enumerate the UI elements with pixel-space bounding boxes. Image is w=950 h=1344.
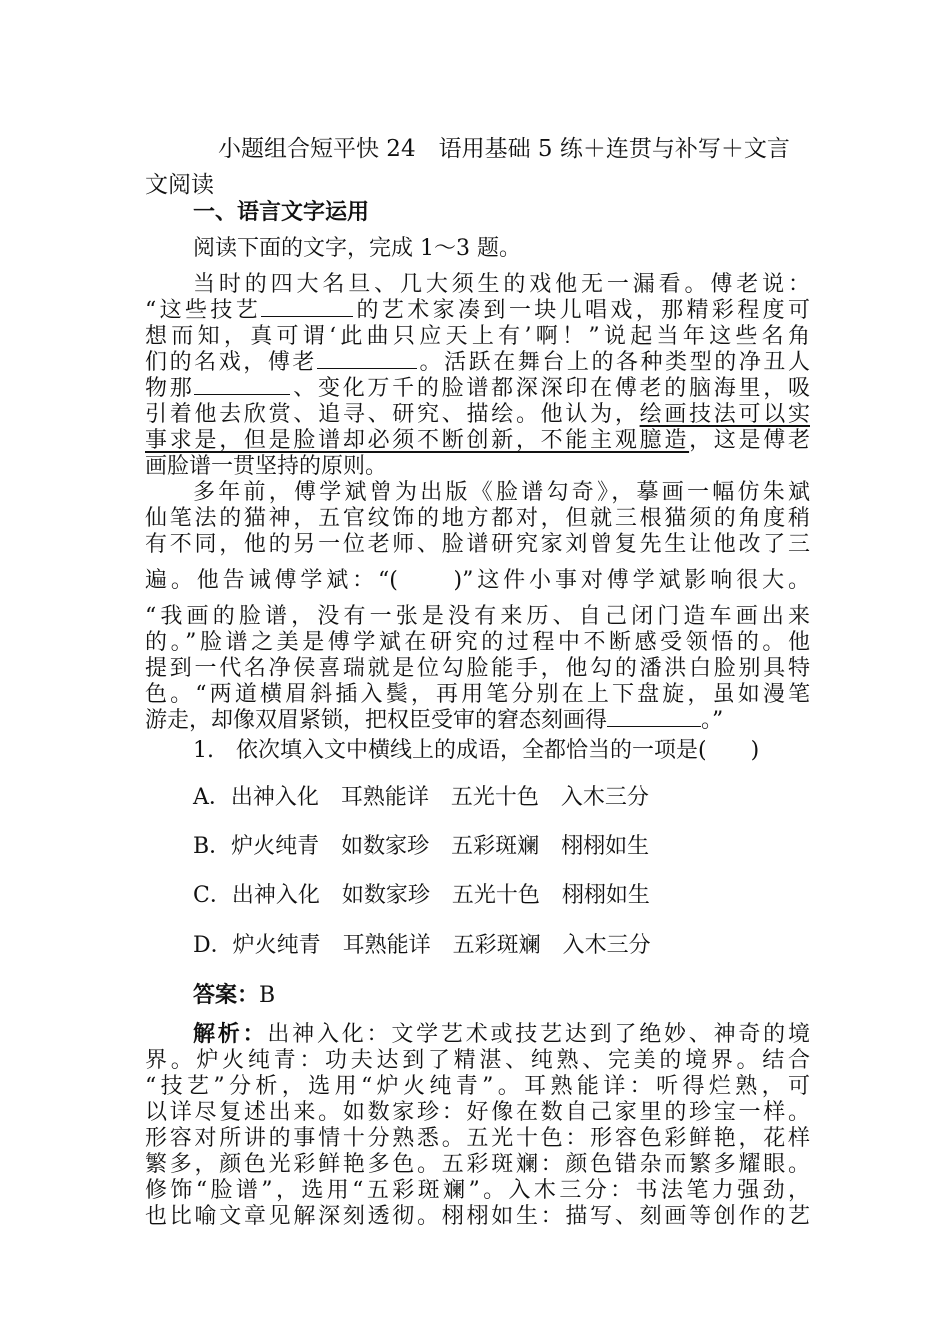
passage-line: 仙笔法的猫神，五官纹饰的地方都对，但就三根猫须的角度稍 (145, 506, 810, 531)
explanation-label: 解析： (193, 1022, 268, 1047)
passage-line (145, 350, 810, 376)
answer-line (193, 982, 275, 1010)
instruction-text: 阅读下面的文字，完成 1～3 题。 (193, 236, 521, 261)
fill-blank-1 (261, 298, 353, 317)
option-text: 出神入化 耳熟能详 五光十色 入木三分 (230, 785, 649, 810)
passage-line: 的。”脸谱之美是傅学斌在研究的过程中不断感受领悟的。他 (145, 630, 810, 655)
passage-text: 游走，却像双眉紧锁，把权臣受审的窘态刻画得 (145, 708, 608, 733)
passage-line: 色。“两道横眉斜插入鬓，再用笔分别在上下盘旋，虽如漫笔 (145, 682, 810, 707)
passage-line (145, 708, 810, 734)
passage-line: 当时的四大名旦、几大须生的戏他无一漏看。傅老说： (193, 272, 810, 297)
option-letter: A． (193, 785, 231, 810)
passage-line: 遍。他告诫傅学斌：“( )”这件小事对傅学斌影响很大。 (145, 568, 810, 593)
passage-text: 引着他去欣赏、追寻、研究、描绘。他认为， (145, 402, 640, 427)
passage-text: 的艺术家凑到一块儿唱戏，那精彩程度可 (353, 298, 810, 323)
passage-line (145, 428, 810, 454)
passage-line: 提到一代名净侯喜瑞就是位勾脸能手，他勾的潘洪白脸别具特 (145, 656, 810, 681)
explanation-line: “技艺”分析，选用“炉火纯青”。耳熟能详：听得烂熟，可 (145, 1074, 810, 1099)
explanation-line: 界。炉火纯青：功夫达到了精湛、纯熟、完美的境界。结合 (145, 1048, 810, 1073)
explanation-line: 形容对所讲的事情十分熟悉。五光十色：形容色彩鲜艳，花样 (145, 1126, 810, 1151)
section-heading: 一、语言文字运用 (193, 200, 370, 225)
passage-text: 物那 (145, 376, 195, 401)
option-b (193, 833, 649, 861)
option-text: 炉火纯青 耳熟能详 五彩斑斓 入木三分 (232, 933, 651, 958)
option-c (193, 882, 650, 910)
option-letter: C． (193, 883, 232, 908)
explanation-line: 以详尽复述出来。如数家珍：好像在数自己家里的珍宝一样。 (145, 1100, 810, 1125)
explanation-text: 出神入化：文学艺术或技艺达到了绝妙、神奇的境 (267, 1022, 810, 1047)
answer-label: 答案： (193, 983, 260, 1008)
option-d (193, 932, 651, 960)
option-text: 出神入化 如数家珍 五光十色 栩栩如生 (231, 883, 650, 908)
explanation-line: 繁多，颜色光彩鲜艳多色。五彩斑斓：颜色错杂而繁多耀眼。 (145, 1152, 810, 1177)
explanation-line: 修饰“脸谱”，选用“五彩斑斓”。入木三分：书法笔力强劲， (145, 1178, 810, 1203)
passage-text: 们的名戏，傅老 (145, 350, 317, 375)
passage-line (145, 402, 810, 428)
page-title-line1: 小题组合短平快 24 语用基础 5 练＋连贯与补写＋文言 (218, 136, 790, 162)
passage-line: 多年前，傅学斌曾为出版《脸谱勾奇》，摹画一幅仿朱斌 (193, 480, 810, 505)
underlined-sentence: 事求是，但是脸谱却必须不断创新，不能主观臆造 (145, 428, 690, 453)
question-stem: 1. 依次填入文中横线上的成语，全都恰当的一项是( ) (193, 738, 760, 763)
fill-blank-2 (317, 350, 417, 369)
passage-text: “这些技艺 (145, 298, 262, 323)
underlined-sentence: 绘画技法可以实 (639, 402, 810, 427)
passage-line: 想而知，真可谓‘此曲只应天上有’啊！”说起当年这些名角 (145, 324, 810, 349)
option-text: 炉火纯青 如数家珍 五彩斑斓 栩栩如生 (231, 834, 650, 859)
option-a (193, 784, 649, 812)
explanation-line (193, 1022, 810, 1048)
fill-blank-4 (607, 708, 701, 727)
passage-line: “我画的脸谱，没有一张是没有来历、自己闭门造车画出来 (145, 604, 810, 629)
page-title-line2: 文阅读 (145, 172, 214, 198)
passage-text: 。活跃在舞台上的各种类型的净丑人 (416, 350, 810, 375)
passage-text: 。” (701, 708, 724, 733)
passage-line (145, 298, 810, 324)
passage-text: ，这是傅老 (689, 428, 810, 453)
fill-blank-3 (194, 376, 290, 395)
option-letter: B． (193, 834, 232, 859)
passage-line: 画脸谱一贯坚持的原则。 (145, 454, 388, 479)
option-letter: D． (193, 933, 233, 958)
passage-line (145, 376, 810, 402)
answer-value: B (259, 983, 276, 1008)
passage-line: 有不同，他的另一位老师、脸谱研究家刘曾复先生让他改了三 (145, 532, 810, 557)
passage-text: 、变化万千的脸谱都深深印在傅老的脑海里，吸 (290, 376, 810, 401)
explanation-line: 也比喻文章见解深刻透彻。栩栩如生：描写、刻画等创作的艺 (145, 1204, 810, 1229)
